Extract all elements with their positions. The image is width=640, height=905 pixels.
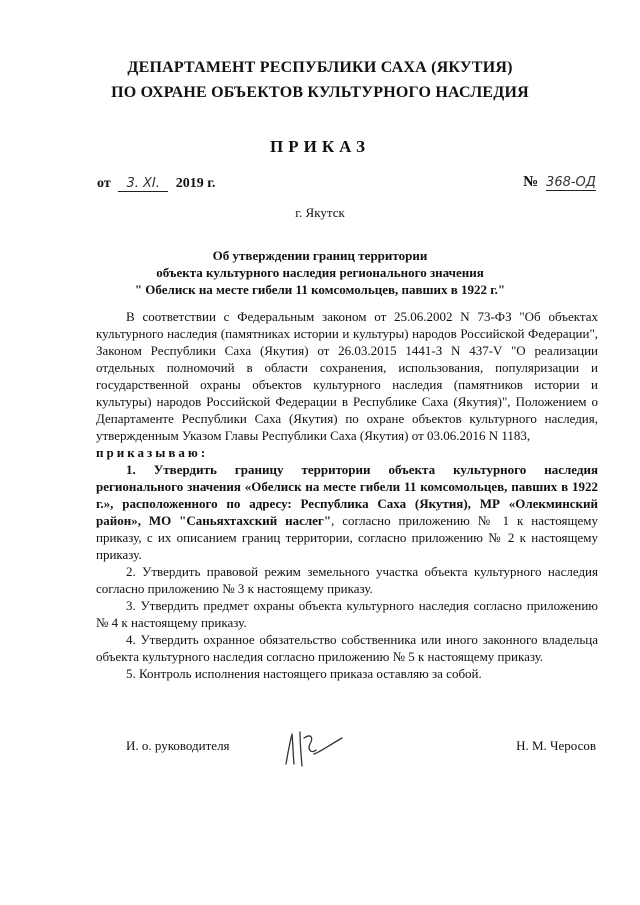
subject-line2: объекта культурного наследия регионального значения bbox=[156, 265, 484, 280]
department-name-line2: ПО ОХРАНЕ ОБЪЕКТОВ КУЛЬТУРНОГО НАСЛЕДИЯ bbox=[111, 84, 529, 101]
date-year: 2019 г. bbox=[175, 176, 216, 191]
order-body bbox=[96, 308, 598, 682]
date-prefix: от bbox=[97, 176, 111, 191]
handwritten-number: 368-ОД bbox=[546, 175, 596, 190]
order-word-line bbox=[96, 444, 598, 461]
handwritten-date: 3. XI. bbox=[118, 176, 168, 192]
item-1-rest: , согласно приложению № 1 к настоящему приказу, с их описанием границ территории, согласно приложению № 2 к настоящему приказу. bbox=[96, 513, 598, 562]
preamble-paragraph bbox=[96, 308, 598, 444]
document-title: ПРИКАЗ bbox=[270, 137, 370, 156]
order-subject bbox=[0, 247, 640, 298]
order-number bbox=[523, 174, 596, 191]
item-3: 3. Утвердить предмет охраны объекта культурного наследия согласно приложению № 4 к настоящему приказу. bbox=[96, 598, 598, 630]
department-name-line1: ДЕПАРТАМЕНТ РЕСПУБЛИКИ САХА (ЯКУТИЯ) bbox=[127, 59, 513, 76]
handwritten-signature bbox=[280, 724, 350, 774]
order-date bbox=[97, 176, 215, 192]
signer-position: И. о. руководителя bbox=[126, 738, 230, 753]
signer-name: Н. М. Черосов bbox=[516, 738, 596, 753]
item-1-bold: 1. Утвердить границу территории объекта культурного наследия регионального значения «Обелиск на месте гибели 11 комсомольцев, павших в 1922 г.», расположенного по адресу: Республика Саха (Якутия), МР «Олекминский район», МО "Саньяхтахский наслег" bbox=[96, 462, 598, 528]
subject-line1: Об утверждении границ территории bbox=[212, 248, 428, 263]
order-word: приказываю: bbox=[96, 445, 209, 460]
subject-line3: " Обелиск на месте гибели 11 комсомольцев, павших в 1922 г." bbox=[134, 282, 506, 297]
number-label: № bbox=[523, 174, 539, 190]
item-2: 2. Утвердить правовой режим земельного участка объекта культурного наследия согласно приложению № 3 к настоящему приказу. bbox=[96, 564, 598, 596]
item-5: 5. Контроль исполнения настоящего приказа оставляю за собой. bbox=[126, 666, 482, 681]
preamble-text: В соответствии с Федеральным законом от 25.06.2002 N 73-ФЗ "Об объектах культурного наследия (памятниках истории и культуры) народов Российской Федерации", Законом Республики Саха (Якутия) от 26.03.2015 1441-З N 437-V "О реализации отдельных полномочий в области сохранения, использования, популяризации и государственной охраны объектов культурного наследия (памятников истории и культуры) народов Российской Федерации в Республике Саха (Якутия)", Положением о Департаменте Республики Саха (Якутия) по охране объектов культурного наследия, утвержденным Указом Главы Республики Саха (Якутия) от 03.06.2016 N 1183, bbox=[96, 309, 598, 443]
item-1 bbox=[96, 461, 598, 563]
item-4: 4. Утвердить охранное обязательство собственника или иного законного владельца объекта культурного наследия согласно приложению № 5 к настоящему приказу. bbox=[96, 632, 598, 664]
city: г. Якутск bbox=[295, 205, 345, 220]
